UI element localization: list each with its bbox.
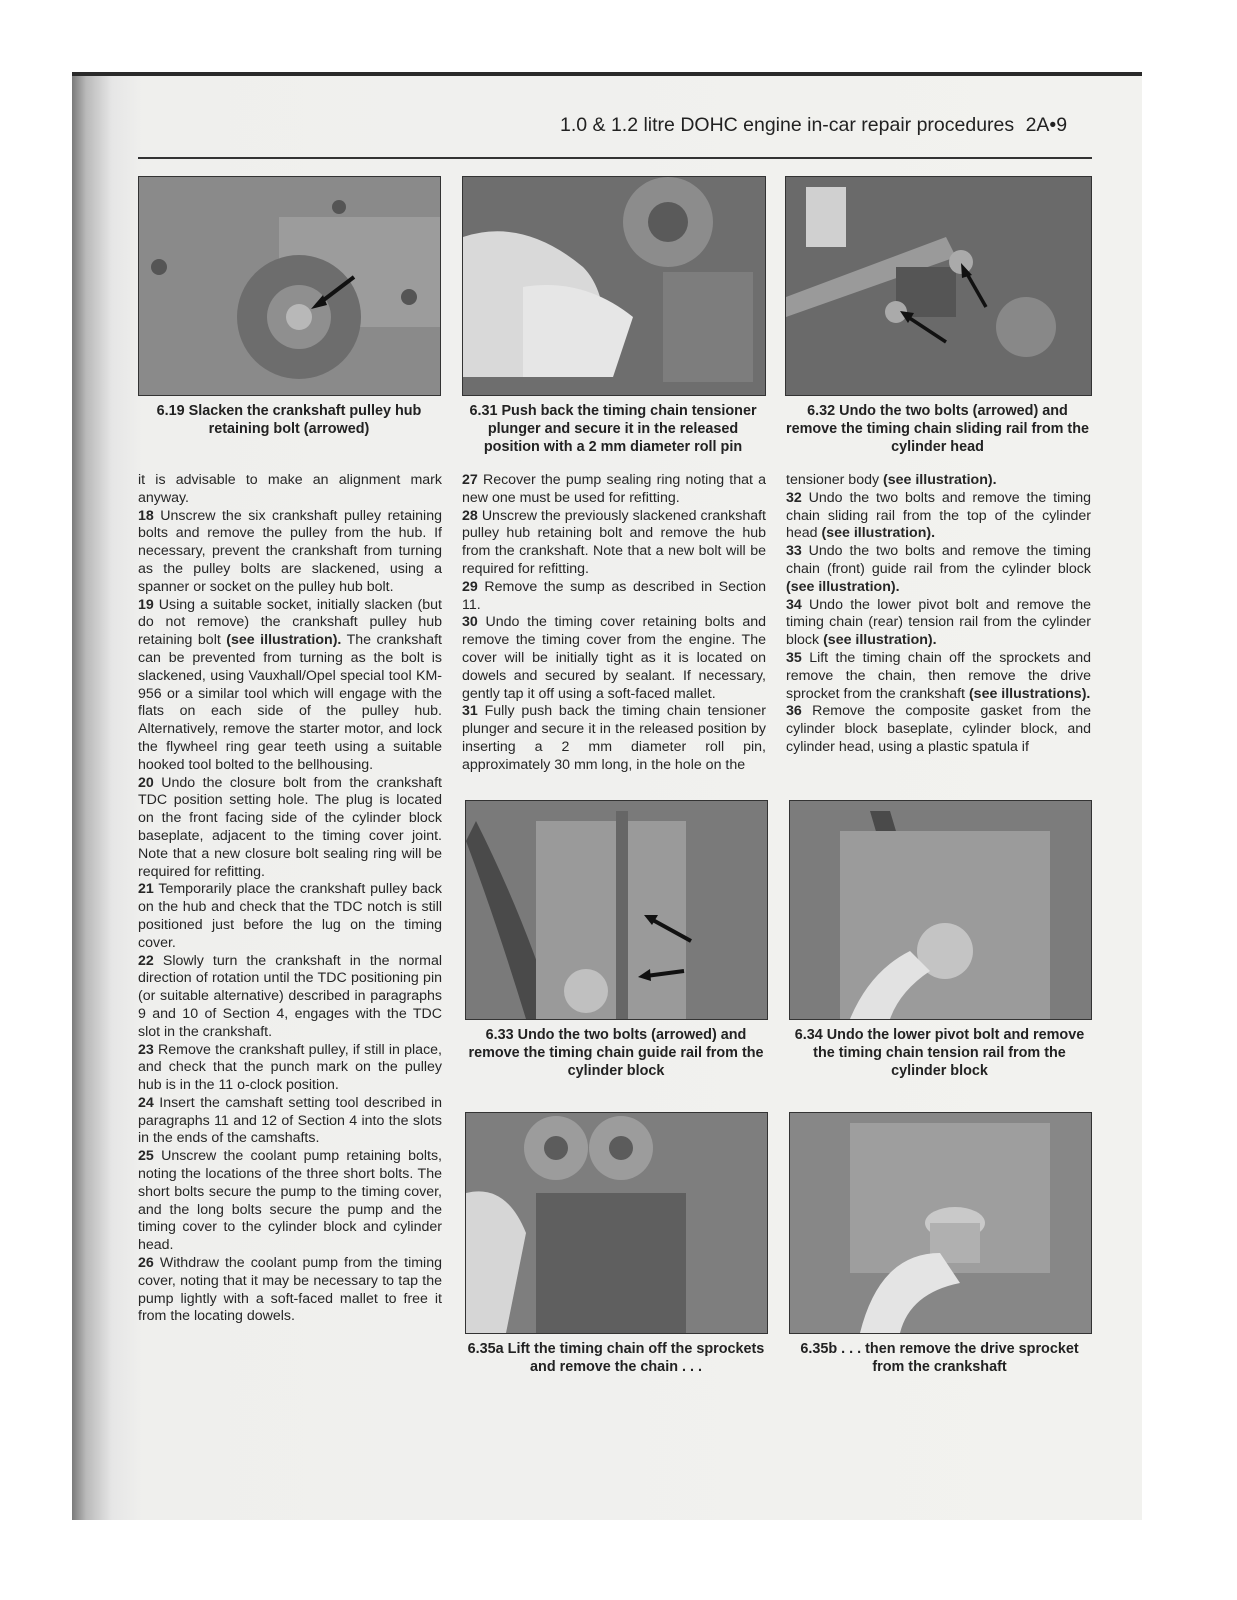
paragraph-text: Fully push back the timing chain tensioner plunger and secure it in the released position by inserting a 2 mm diameter roll pin, approximately 30 mm long, in the hole on the (462, 703, 766, 773)
paragraph-30 (462, 614, 766, 703)
paragraph-21 (138, 881, 442, 952)
paragraph-20 (138, 775, 442, 882)
paragraph-text: Unscrew the six crankshaft pulley retaining bolts and remove the pulley from the hub. If necessary, prevent the crankshaft from turning as the pulley bolts are slackened, using a spanner or socket on the pulley hub bolt. (138, 507, 442, 595)
paragraph-number: 27 (462, 472, 478, 488)
photo-6-31 (462, 176, 766, 396)
paragraph-19 (138, 597, 442, 775)
paragraph-text: Insert the camshaft setting tool described in paragraphs 11 and 12 of Section 4 into the slots in the ends of the camshafts. (138, 1094, 442, 1147)
paragraph-number: 18 (138, 507, 154, 524)
paragraph-number: 31 (462, 703, 478, 720)
paragraph-25 (138, 1148, 442, 1255)
paragraph-17-cont: it is advisable to make an alignment mark anyway. (138, 472, 442, 506)
paragraph-35 (786, 650, 1091, 703)
paragraph-text: Undo the two bolts and remove the timing chain sliding rail from the top of the cylinder head (786, 489, 1091, 542)
paragraph-34 (786, 597, 1091, 650)
page-top-edge (72, 72, 1142, 76)
paragraph-text: tensioner body (786, 472, 880, 488)
paragraph-26 (138, 1255, 442, 1326)
paragraph-text: Undo the timing cover retaining bolts and remove the timing cover from the engine. The cover will be initially tight as it is located on dowels and secured by sealant. If necessary, gently tap it off using a soft-faced mallet. (462, 614, 766, 702)
paragraph-text: Unscrew the coolant pump retaining bolts, noting the locations of the three short bolts. The short bolts secure the pump to the timing cover, and the long bolts secure the pump and the timing cover to the cylinder block and cylinder head. (138, 1148, 442, 1254)
paragraph-text: Undo the closure bolt from the crankshaft TDC position setting hole. The plug is located on the front facing side of the cylinder block baseplate, adjacent to the timing cover joint. Note that a new closure bolt sealing ring will be required for refitting. (138, 774, 442, 880)
paragraph-31 (462, 703, 766, 774)
paragraph-number: 20 (138, 774, 154, 791)
page-number: 2A•9 (1025, 114, 1068, 136)
paragraph-23 (138, 1042, 442, 1095)
paragraph-number: 32 (786, 489, 802, 506)
paragraph-31-cont (786, 472, 1091, 490)
paragraph-number: 26 (138, 1255, 154, 1272)
paragraph-text: Remove the sump as described in Section 11. (462, 578, 766, 613)
paragraph-number: 25 (138, 1148, 154, 1165)
text-column-1 (138, 472, 442, 1326)
paragraph-24 (138, 1095, 442, 1148)
photo-6-33 (465, 800, 768, 1020)
paragraph-text: Remove the composite gasket from the cylinder block baseplate, cylinder block, and cylinder head, using a plastic spatula if (786, 703, 1091, 755)
illustration-ref: (see illustration). (823, 632, 937, 649)
paragraph-text: Remove the crankshaft pulley, if still in place, and check that the punch mark on the pulley hub is in the 11 o-clock position. (138, 1041, 442, 1094)
illustration-ref: (see illustration). (226, 632, 342, 649)
paragraph-text: Lift the timing chain off the sprockets and remove the chain, then remove the drive sprocket from the crankshaft (786, 649, 1091, 702)
paragraph-36 (786, 703, 1091, 756)
paragraph-33 (786, 543, 1091, 596)
header-rule (138, 157, 1092, 159)
caption-6-31: 6.31 Push back the timing chain tensioner plunger and secure it in the released position with a 2 mm diameter roll pin (469, 403, 757, 455)
photo-6-19 (138, 176, 441, 396)
running-header (560, 114, 1067, 137)
paragraph-text: Undo the lower pivot bolt and remove the timing chain (rear) tension rail from the cylinder block (786, 596, 1091, 649)
paragraph-22 (138, 953, 442, 1042)
paragraph-18 (138, 508, 442, 597)
paragraph-number: 21 (138, 881, 154, 898)
paragraph-number: 28 (462, 507, 478, 524)
caption-6-35a: 6.35a Lift the timing chain off the sprockets and remove the chain . . . (467, 1341, 765, 1375)
paragraph-text: Using a suitable socket, initially slacken (but do not remove) the crankshaft pulley hub retaining bolt (138, 596, 442, 649)
photo-6-32 (785, 176, 1092, 396)
paragraph-number: 23 (138, 1041, 154, 1058)
paragraph-text: Withdraw the coolant pump from the timing cover, noting that it may be necessary to tap the pump lightly with a soft-faced mallet to free it from the locating dowels. (138, 1255, 442, 1325)
caption-6-19: 6.19 Slacken the crankshaft pulley hub retaining bolt (arrowed) (156, 403, 422, 437)
text-column-2 (462, 472, 766, 775)
illustration-ref: (see illustration). (786, 578, 900, 595)
paragraph-number: 34 (786, 596, 802, 613)
paragraph-29 (462, 579, 766, 615)
paragraph-number: 19 (138, 596, 154, 613)
paragraph-text: Unscrew the previously slackened crankshaft pulley hub retaining bolt and remove the hub from the crankshaft. Note that a new bolt will be required for refitting. (462, 507, 766, 577)
paragraph-number: 33 (786, 543, 802, 560)
paragraph-number: 30 (462, 614, 478, 631)
paragraph-number: 22 (138, 952, 154, 969)
photo-6-34 (789, 800, 1092, 1020)
illustration-ref: (see illustration). (821, 525, 936, 542)
text-column-3 (786, 472, 1091, 757)
paragraph-text: Temporarily place the crankshaft pulley back on the hub and check that the TDC notch is still positioned just before the lug on the timing cover. (138, 881, 443, 951)
header-title: 1.0 & 1.2 litre DOHC engine in-car repair procedures (560, 114, 1015, 136)
paragraph-number: 29 (462, 578, 478, 595)
paragraph-27 (462, 472, 766, 508)
paragraph-number: 24 (138, 1094, 154, 1111)
caption-6-34: 6.34 Undo the lower pivot bolt and remove the timing chain tension rail from the cylinder block (794, 1027, 1085, 1079)
paragraph-text: Recover the pump sealing ring noting that a new one must be used for refitting. (462, 472, 766, 506)
caption-6-32: 6.32 Undo the two bolts (arrowed) and remove the timing chain sliding rail from the cylinder head (785, 403, 1090, 455)
paragraph-number: 35 (786, 649, 802, 666)
paragraph-text: The crankshaft can be prevented from turning as the bolt is slackened, using Vauxhall/Opel special tool KM-956 or a similar tool which will engage with the flats on each side of the pulley hub. Alternatively, remove the starter motor, and lock the flywheel ring gear teeth using a suitable hooked tool bolted to the bellhousing. (138, 632, 442, 773)
paragraph-text: Slowly turn the crankshaft in the normal direction of rotation until the TDC positioning pin (or suitable alternative) described in paragraphs 9 and 10 of Section 4, engages with the TDC slot in the crankshaft. (138, 952, 442, 1040)
paragraph-28 (462, 508, 766, 579)
caption-6-35b: 6.35b . . . then remove the drive sprocket from the crankshaft (800, 1341, 1079, 1375)
paragraph-text: Undo the two bolts and remove the timing chain (front) guide rail from the cylinder block (786, 543, 1091, 577)
paragraph-32 (786, 490, 1091, 543)
illustration-ref: (see illustrations). (968, 685, 1091, 702)
paragraph-number: 36 (786, 703, 802, 720)
caption-6-33: 6.33 Undo the two bolts (arrowed) and remove the timing chain guide rail from the cylinder block (468, 1027, 764, 1079)
photo-6-35b (789, 1112, 1092, 1334)
illustration-ref: (see illustration). (883, 472, 997, 488)
photo-6-35a (465, 1112, 768, 1334)
